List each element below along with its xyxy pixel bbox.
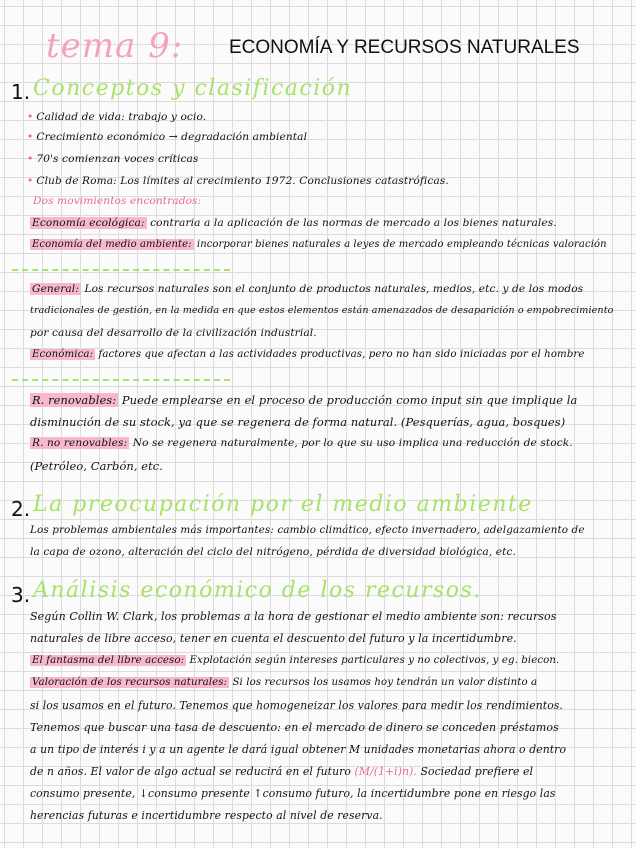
no-renovables-label: R. no renovables:	[32, 437, 128, 449]
renovables-text: Puede emplearse en el proceso de producción como input sin que implique la	[121, 393, 578, 407]
economica-text: factores que afectan a las actividades productivas, pero no han sido iniciadas por el hombre	[98, 349, 585, 360]
valoracion-text: Si los recursos los usamos hoy tendrán un valor distinto a	[232, 677, 538, 688]
section3-line: Según Collin W. Clark, los problemas a la hora de gestionar el medio ambiente son: recursos	[30, 610, 557, 623]
eco-medio-label: Economía del medio ambiente:	[32, 239, 192, 250]
valoracion-line: Tenemos que buscar una tasa de descuento: en el mercado de dinero se conceden préstamos	[30, 721, 559, 734]
eco-medio	[30, 239, 607, 250]
economica-label: Económica:	[32, 349, 94, 360]
valoracion-text: de n años. El valor de algo actual se reducirá en el futuro	[30, 765, 351, 778]
renovables-label: R. renovables:	[32, 393, 117, 407]
renovables-line: disminución de su stock, ya que se regenera de forma natural. (Pesquerías, agua, bosques)	[30, 415, 566, 429]
fantasma-text: Explotación según intereses particulares y no colectivos, y eg. biecon.	[189, 655, 560, 666]
discount-formula: (M/(1+i)n).	[354, 765, 417, 778]
valoracion-line: herencias futuras e incertidumbre respecto al nivel de reserva.	[30, 809, 383, 822]
page-title: ECONOMÍA Y RECURSOS NATURALES	[229, 37, 580, 58]
title-tema: tema 9:	[46, 26, 184, 66]
section1-number: 1.	[11, 80, 31, 104]
no-renovables-line	[30, 437, 573, 449]
valoracion-line: consumo presente, ↓consumo presente ↑consumo futuro, la incertidumbre pone en riesgo las	[30, 787, 556, 800]
valoracion-line	[30, 677, 537, 688]
bullet-icon: •	[27, 111, 34, 123]
eco-ecologica-text: contraria a la aplicación de las normas de mercado a los bienes naturales.	[150, 217, 557, 229]
general-label: General:	[32, 283, 79, 295]
bullet-text: Club de Roma: Los límites al crecimiento 1972. Conclusiones catastróficas.	[36, 175, 449, 187]
general-line: tradicionales de gestión, en la medida en que estos elementos están amenazados de desaparición o empobrecimiento	[30, 305, 614, 316]
bullet-icon: •	[27, 175, 34, 187]
bullet-icon: •	[27, 131, 34, 143]
general-line: por causa del desarrollo de la civilización industrial.	[30, 327, 317, 339]
bullet-text: Crecimiento económico → degradación ambiental	[36, 131, 308, 143]
section2-line: Los problemas ambientales más importantes: cambio climático, efecto invernadero, adelgazamiento de	[30, 524, 585, 536]
valoracion-text: Sociedad prefiere el	[420, 765, 534, 778]
bullet-text: 70's comienzan voces críticas	[36, 153, 199, 165]
bullet-item	[27, 111, 206, 123]
bullet-item	[27, 131, 307, 143]
valoracion-line: a un tipo de interés i y a un agente le dará igual obtener M unidades monetarias ahora o dentro	[30, 743, 567, 756]
bullet-icon: •	[27, 153, 34, 165]
bullet-item	[27, 153, 198, 165]
section2-heading: La preocupación por el medio ambiente	[33, 492, 533, 517]
eco-ecologica-label: Economía ecológica:	[32, 217, 145, 229]
economica-line	[30, 349, 585, 360]
renovables-line	[30, 393, 577, 407]
section2-line: la capa de ozono, alteración del ciclo del nitrógeno, pérdida de diversidad biológica, etc.	[30, 546, 516, 558]
section3-number: 3.	[11, 583, 31, 607]
valoracion-line: si los usamos en el futuro. Tenemos que homogeneizar los valores para medir los rendimientos.	[30, 699, 563, 712]
valoracion-line	[30, 765, 533, 778]
general-line	[30, 283, 583, 295]
eco-ecologica	[30, 217, 557, 229]
no-renovables-line: (Petróleo, Carbón, etc.	[30, 459, 163, 473]
fantasma-label: El fantasma del libre acceso:	[32, 655, 185, 666]
bullet-item	[27, 175, 449, 187]
no-renovables-text: No se regenera naturalmente, por lo que su uso implica una reducción de stock.	[132, 437, 573, 449]
eco-medio-text: incorporar bienes naturales a leyes de mercado empleando técnicas valoración	[196, 239, 607, 250]
divider	[12, 269, 230, 271]
dos-movimientos: Dos movimientos encontrados:	[33, 195, 202, 207]
bullet-text: Calidad de vida: trabajo y ocio.	[36, 111, 207, 123]
section3-heading: Análisis económico de los recursos.	[33, 578, 482, 603]
section3-line: naturales de libre acceso, tener en cuenta el descuento del futuro y la incertidumbre.	[30, 632, 517, 645]
section2-number: 2.	[11, 497, 31, 521]
valoracion-label: Valoración de los recursos naturales:	[32, 677, 228, 688]
fantasma-line	[30, 655, 559, 666]
section1-heading: Conceptos y clasificación	[33, 76, 353, 101]
general-text: Los recursos naturales son el conjunto de productos naturales, medios, etc. y de los modos	[84, 283, 584, 295]
divider	[12, 379, 230, 381]
